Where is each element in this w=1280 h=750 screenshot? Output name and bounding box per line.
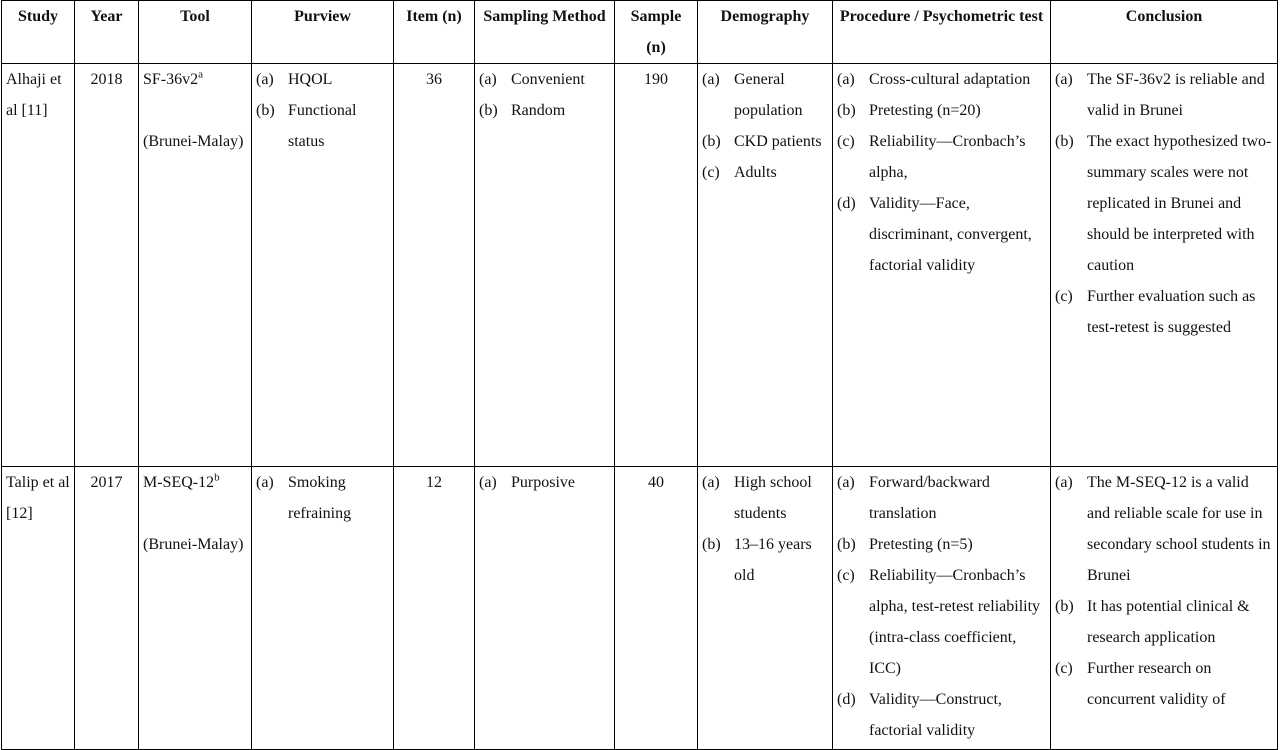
list-item xyxy=(837,467,1046,529)
item-text: Reliability—Cronbach’s alpha, xyxy=(869,133,1026,181)
list-item xyxy=(1055,467,1273,591)
item-text: Functional status xyxy=(288,102,357,150)
list-item xyxy=(702,467,828,529)
list-item xyxy=(837,529,1046,560)
header-study: Study xyxy=(2,1,75,64)
list-item xyxy=(837,684,1046,746)
tool-language: (Brunei-Malay) xyxy=(143,536,244,553)
list-item xyxy=(702,529,828,591)
item-label: (c) xyxy=(837,567,855,584)
item-label: (b) xyxy=(1055,133,1074,150)
list-item xyxy=(837,188,1046,281)
item-text: Further evaluation such as test-retest is suggested xyxy=(1087,288,1256,336)
conclusion-cell xyxy=(1051,467,1278,750)
item-text: Purposive xyxy=(511,474,575,491)
item-text: High school students xyxy=(734,474,812,522)
demography-cell xyxy=(698,64,833,467)
item-text: 13–16 years old xyxy=(734,536,812,584)
tool-cell xyxy=(139,467,252,750)
item-label: (b) xyxy=(837,536,856,553)
tool-name: SF-36v2 xyxy=(143,71,199,88)
item-label: (c) xyxy=(702,164,720,181)
item-text: Cross-cultural adaptation xyxy=(869,71,1031,88)
item-label: (a) xyxy=(837,474,855,491)
item-label: (a) xyxy=(702,474,720,491)
procedure-cell xyxy=(833,467,1051,750)
item-text: Reliability—Cronbach’s alpha, test-retest reliability (intra-class coefficient, ICC) xyxy=(869,567,1041,677)
item-text: General population xyxy=(734,71,803,119)
list-item xyxy=(702,157,828,188)
sampling-cell xyxy=(475,467,615,750)
header-row xyxy=(2,1,1278,64)
list-item xyxy=(479,64,610,95)
study-cell: Talip et al [12] xyxy=(2,467,75,750)
item-text: CKD patients xyxy=(734,133,822,150)
item-text: Adults xyxy=(734,164,777,181)
item-label: (b) xyxy=(479,102,498,119)
item-label: (c) xyxy=(1055,660,1073,677)
sample-cell: 190 xyxy=(615,64,698,467)
header-demography: Demography xyxy=(698,1,833,64)
item-label: (b) xyxy=(702,133,721,150)
list-item xyxy=(1055,64,1273,126)
item-label: (a) xyxy=(256,71,274,88)
item-label: (c) xyxy=(837,133,855,150)
item-label: (a) xyxy=(1055,474,1073,491)
list-item xyxy=(702,126,828,157)
table-row xyxy=(2,64,1278,467)
list-item xyxy=(837,64,1046,95)
header-procedure: Procedure / Psychometric test xyxy=(833,1,1051,64)
procedure-cell xyxy=(833,64,1051,467)
sample-cell: 40 xyxy=(615,467,698,750)
purview-cell xyxy=(252,64,394,467)
item-text: It has potential clinical & research application xyxy=(1087,598,1250,646)
list-item xyxy=(1055,653,1273,715)
header-item: Item (n) xyxy=(394,1,475,64)
conclusion-cell xyxy=(1051,64,1278,467)
tool-name: M-SEQ-12 xyxy=(143,474,215,491)
list-item xyxy=(837,95,1046,126)
list-item xyxy=(1055,126,1273,281)
list-item xyxy=(256,95,389,157)
item-label: (b) xyxy=(256,102,275,119)
list-item xyxy=(1055,281,1273,343)
item-text: Smoking refraining xyxy=(288,474,352,522)
list-item xyxy=(479,95,610,126)
table-row xyxy=(2,467,1278,750)
item-label: (b) xyxy=(702,536,721,553)
item-text: The M-SEQ-12 is a valid and reliable scale for use in secondary school students in Brunei xyxy=(1087,474,1271,584)
year-cell: 2018 xyxy=(75,64,139,467)
item-cell: 12 xyxy=(394,467,475,750)
list-item xyxy=(1055,591,1273,653)
list-item xyxy=(837,126,1046,188)
item-text: Validity—Construct, factorial validity xyxy=(869,691,1002,739)
item-label: (b) xyxy=(837,102,856,119)
tool-cell xyxy=(139,64,252,467)
header-conclusion: Conclusion xyxy=(1051,1,1278,64)
item-text: The exact hypothesized two-summary scales were not replicated in Brunei and should be interpreted with caution xyxy=(1087,133,1272,274)
item-text: HQOL xyxy=(288,71,333,88)
sampling-cell xyxy=(475,64,615,467)
item-text: Pretesting (n=20) xyxy=(869,102,981,119)
header-sampling-method: Sampling Method xyxy=(475,1,615,64)
item-label: (b) xyxy=(1055,598,1074,615)
item-label: (a) xyxy=(837,71,855,88)
item-text: Further research on concurrent validity of xyxy=(1087,660,1226,708)
list-item xyxy=(256,64,389,95)
demography-cell xyxy=(698,467,833,750)
list-item xyxy=(479,467,610,498)
item-label: (a) xyxy=(702,71,720,88)
item-label: (a) xyxy=(1055,71,1073,88)
item-cell: 36 xyxy=(394,64,475,467)
header-year: Year xyxy=(75,1,139,64)
item-text: The SF-36v2 is reliable and valid in Brunei xyxy=(1087,71,1265,119)
item-label: (a) xyxy=(479,474,497,491)
list-item xyxy=(837,560,1046,684)
tool-language: (Brunei-Malay) xyxy=(143,133,244,150)
header-sample: Sample (n) xyxy=(615,1,698,64)
header-purview: Purview xyxy=(252,1,394,64)
item-label: (d) xyxy=(837,195,856,212)
studies-table xyxy=(1,0,1278,750)
purview-cell xyxy=(252,467,394,750)
item-text: Pretesting (n=5) xyxy=(869,536,973,553)
item-text: Forward/backward translation xyxy=(869,474,990,522)
item-text: Validity—Face, discriminant, convergent, factorial validity xyxy=(869,195,1032,274)
item-label: (d) xyxy=(837,691,856,708)
item-label: (a) xyxy=(479,71,497,88)
study-cell: Alhaji et al [11] xyxy=(2,64,75,467)
item-label: (a) xyxy=(256,474,274,491)
tool-footnote-mark: a xyxy=(198,68,204,81)
tool-footnote-mark: b xyxy=(214,471,220,484)
header-tool: Tool xyxy=(139,1,252,64)
year-cell: 2017 xyxy=(75,467,139,750)
item-text: Convenient xyxy=(511,71,585,88)
list-item xyxy=(256,467,389,529)
list-item xyxy=(702,64,828,126)
item-label: (c) xyxy=(1055,288,1073,305)
item-text: Random xyxy=(511,102,566,119)
